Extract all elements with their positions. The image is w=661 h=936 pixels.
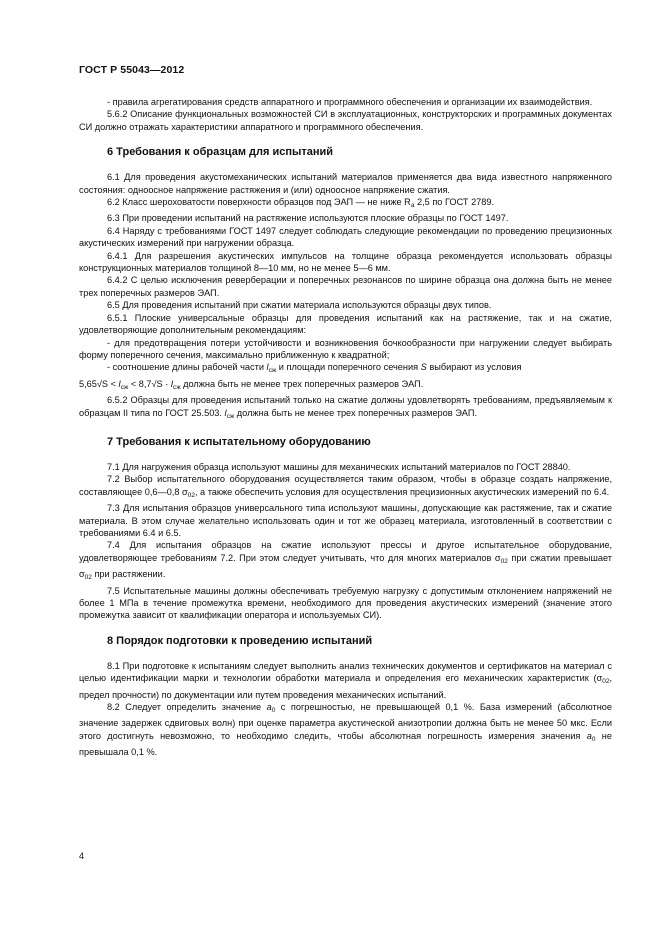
intro-paragraph-2: 5.6.2 Описание функциональных возможностей СИ в эксплуатационных, конструкторских и программных документах СИ должно отражать характеристики аппаратного и программного обеспечения. — [79, 109, 612, 132]
paragraph-8-2: 8.2 Следует определить значение $a_0$ с погрешностью, не превышающей 0,1 %. База измерений (абсолютное значение задержек сдвиговых волн) при оценке параметра акустической анизотропии должна быть не менее 50 мкс. Если этого достигнуть невозможно, то необходимо следить, чтобы абсолютная погрешность измерения значения $a_0$ не превышала 0,1 %. — [79, 702, 612, 758]
paragraph-7-1: 7.1 Для нагружения образца используют машины для механических испытаний материалов по ГОСТ 28840. — [107, 461, 571, 472]
paragraph-6-5-1-b: - соотношение длины рабочей части $l_{сж}$ и площади поперечного сечения S выбирают из условия — [107, 362, 522, 375]
section-8-heading: 8 Порядок подготовки к проведению испытаний — [107, 634, 373, 647]
paragraph-6-5-1-a: - для предотвращения потери устойчивости и возникновения бочкообразности при нагружении следует выбирать форму поперечного сечения, максимально приближенную к квадратной; — [79, 337, 612, 360]
paragraph-6-5-2: 6.5.2 Образцы для проведения испытаний только на сжатие должны удовлетворять требованиям, предъявляемым к образцам II типа по ГОСТ 25.503. $l_{сж}$ должна быть не менее трех поперечных размеров ЭАП. — [79, 395, 612, 420]
sqrt-s-2: √S — [151, 378, 163, 389]
paragraph-7-2: 7.2 Выбор испытательного оборудования осуществляется таким образом, чтобы в образце создать напряжение, составляющее 0,6—0,8 $\sigma_{02}$, а также обеспечить условия для осуществления прецизионных акустических измерений по 6.4. — [79, 474, 612, 499]
page-number: 4 — [79, 851, 85, 861]
paragraph-6-5-1-formula: $5,65√S < l_{сж} < 8,7√S \cdot l_{сж}$ должна быть не менее трех поперечных размеров ЭАП. — [79, 378, 424, 391]
document-header: ГОСТ Р 55043—2012 — [79, 64, 185, 76]
paragraph-6-4-2: 6.4.2 С целью исключения реверберации и поперечных резонансов по ширине образца она должна быть не менее трех поперечных размеров ЭАП. — [79, 275, 612, 298]
section-7-heading: 7 Требования к испытательному оборудованию — [107, 435, 371, 448]
paragraph-6-3: 6.3 При проведении испытаний на растяжение используются плоские образцы по ГОСТ 1497. — [107, 213, 509, 224]
paragraph-6-5: 6.5 Для проведения испытаний при сжатии материала используются образцы двух типов. — [107, 300, 492, 311]
paragraph-6-5-1: 6.5.1 Плоские универсальные образцы для проведения испытаний как на растяжение, так и на сжатие, удовлетворяющие дополнительным рекомендациям: — [79, 312, 612, 336]
paragraph-7-5: 7.5 Испытательные машины должны обеспечивать требуемую нагрузку с допустимым отклонением напряжений не более 1 МПа в течение промежутка времени, необходимого для проведения акустических измерений (значение этого промежутка зависит от квалификации оператора и используемых СИ). — [79, 585, 612, 621]
document-body — [79, 96, 612, 759]
paragraph-6-1: 6.1 Для проведения акустомеханических испытаний материалов применяется два вида известного напряженного состояния: одноосное напряжение растяжения и (или) одноосное напряжение сжатия. — [79, 172, 612, 195]
paragraph-6-4: 6.4 Наряду с требованиями ГОСТ 1497 следует соблюдать следующие рекомендации по проведению прецизионных акустических измерений при нагружении образца. — [79, 225, 612, 249]
section-6-heading: 6 Требования к образцам для испытаний — [107, 146, 334, 159]
paragraph-6-4-1: 6.4.1 Для разрешения акустических импульсов на толщине образца рекомендуется использовать образцы конструкционных материалов толщиной 8—10 мм, но не менее 5—6 мм. — [79, 250, 612, 274]
sqrt-s-1: √S — [96, 378, 109, 389]
paragraph-7-4: 7.4 Для испытания образцов на сжатие используют прессы и другое испытательное оборудование, удовлетворяющее требованиям 7.2. При этом следует учитывать, что для многих материалов $\sigma_{02}$ при сжатии превышает $\sigma_{02}$ при растяжении. — [79, 540, 612, 582]
paragraph-7-3: 7.3 Для испытания образцов универсального типа используют машины, допускающие как растяжение, так и сжатие материала. В этом случае желательно использовать один и тот же образец материала, изготовленный в соответствии с требованиями 6.4 и 6.5. — [79, 503, 612, 538]
intro-paragraph-1: - правила агрегатирования средств аппаратного и программного обеспечения и организации их взаимодействия. — [107, 97, 593, 107]
paragraph-6-2: 6.2 Класс шероховатости поверхности образцов под ЭАП — не ниже $R_a$ 2,5 по ГОСТ 2789. — [107, 197, 495, 210]
paragraph-8-1: 8.1 При подготовке к испытаниям следует выполнить анализ технических документов и сертификатов на материал с целью идентификации марки и технологии обработки материала и определения его механических характеристик ($\sigma_{02}$, предел прочности) по документации или путем проведения механических испытаний. — [79, 660, 612, 700]
